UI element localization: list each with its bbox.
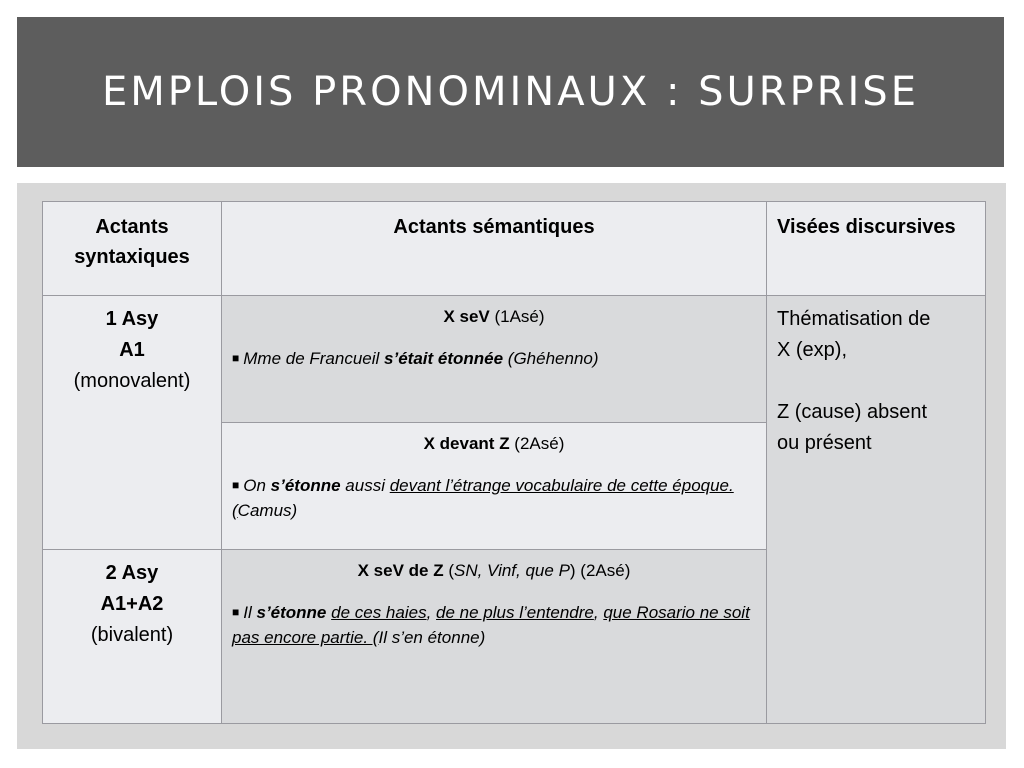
row1-a xyxy=(43,296,986,423)
row1-sub2-semantic: X devant Z (2Asé) ■ On s’étonne aussi devant l’étrange vocabulaire de cette époque. (Camus) xyxy=(222,423,767,550)
vis-line3: Z (cause) absent xyxy=(777,401,928,423)
row1-sub1-example: ■ Mme de Francueil s’était étonnée (Ghéhenno) xyxy=(232,349,599,368)
row1-sub1-semantic: X seV (1Asé) ■ Mme de Francueil s’était étonnée (Ghéhenno) xyxy=(222,296,767,423)
row1-a: A1 xyxy=(119,339,145,361)
row1-asy: 1 Asy xyxy=(105,308,159,330)
header-actants-semantiques: Actants sémantiques xyxy=(222,202,767,296)
header-col1-line1: Actants xyxy=(95,216,169,238)
emplois-table xyxy=(42,201,986,724)
title-banner xyxy=(17,17,1004,167)
row2-actants-syntaxiques xyxy=(43,550,222,724)
header-row xyxy=(43,202,986,296)
row2-semantic: X seV de Z (SN, Vinf, que P) (2Asé) ■ Il s’étonne de ces haies, de ne plus l’entendre, que Rosario ne soit pas encore partie. (Il s’en étonne) xyxy=(222,550,767,724)
row2-valence: (bivalent) xyxy=(90,624,174,646)
visees-discursives-cell xyxy=(767,296,986,724)
vis-line1: Thématisation de xyxy=(777,308,931,330)
header-col1-line2: syntaxiques xyxy=(74,246,190,268)
header-visees-discursives: Visées discursives xyxy=(767,202,986,296)
slide-title: EMPLOIS PRONOMINAUX : SURPRISE xyxy=(102,69,919,115)
bullet-icon: ■ xyxy=(232,605,240,619)
row1-actants-syntaxiques xyxy=(43,296,222,550)
row2-asy: 2 Asy xyxy=(105,562,159,584)
row1-valence: (monovalent) xyxy=(73,370,191,392)
header-actants-syntaxiques xyxy=(43,202,222,296)
row2-a: A1+A2 xyxy=(100,593,164,615)
row2-example: ■ Il s’étonne de ces haies, de ne plus l’entendre, que Rosario ne soit pas encore partie. (Il s’en étonne) xyxy=(232,603,750,647)
vis-line2: X (exp), xyxy=(777,339,848,361)
bullet-icon: ■ xyxy=(232,351,240,365)
vis-line4: ou présent xyxy=(777,432,872,454)
row1-sub2-example: ■ On s’étonne aussi devant l’étrange vocabulaire de cette époque. (Camus) xyxy=(232,476,734,520)
bullet-icon: ■ xyxy=(232,478,240,492)
